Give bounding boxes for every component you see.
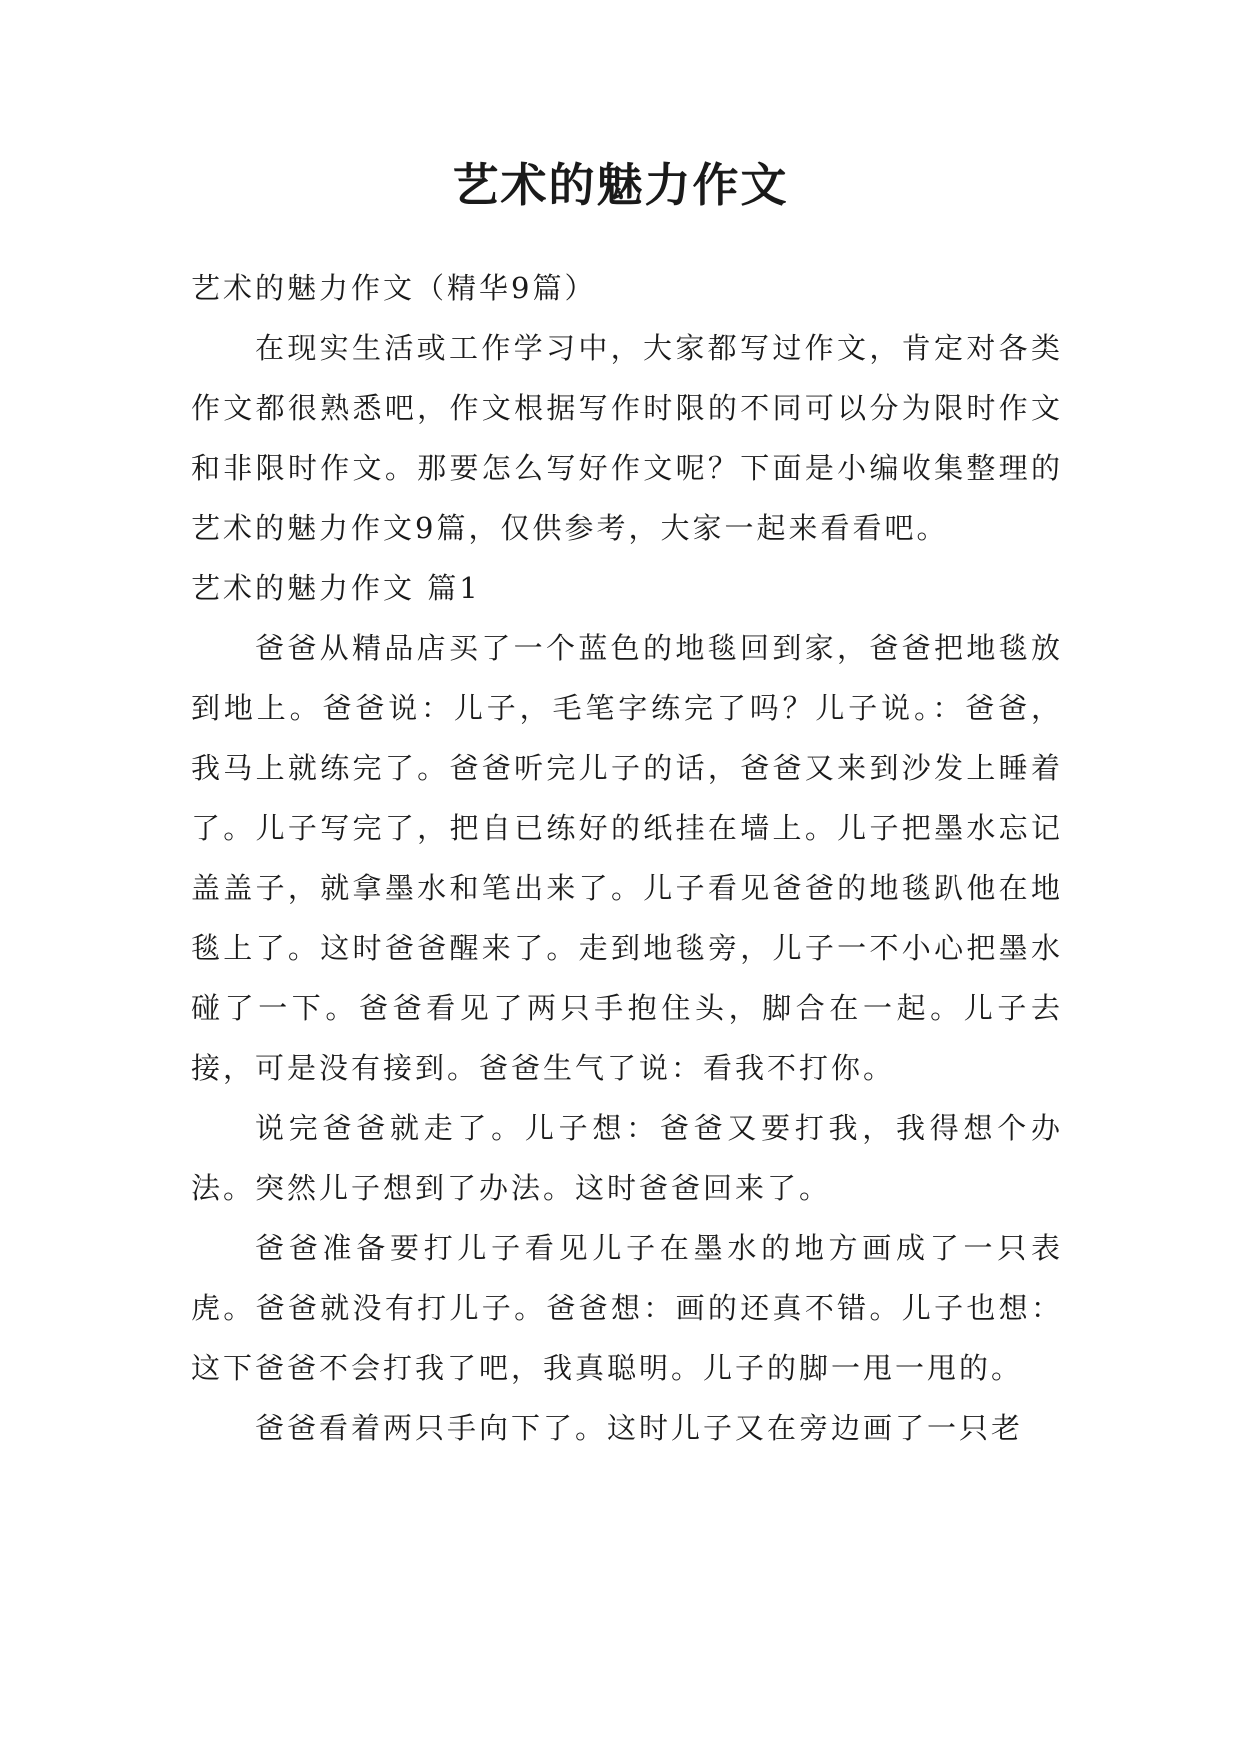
body-paragraph: 爸爸准备要打儿子看见儿子在墨水的地方画成了一只表虎。爸爸就没有打儿子。爸爸想：画的还真不错。儿子也想：这下爸爸不会打我了吧，我真聪明。儿子的脚一甩一甩的。 xyxy=(191,1231,1063,1385)
body-paragraph: 爸爸看着两只手向下了。这时儿子又在旁边画了一只老 xyxy=(255,1411,1024,1445)
body-paragraph: 说完爸爸就走了。儿子想：爸爸又要打我，我得想个办法。突然儿子想到了办法。这时爸爸回来了。 xyxy=(191,1111,1063,1205)
section-heading: 艺术的魅力作文 篇1 xyxy=(191,571,481,605)
document-subtitle: 艺术的魅力作文（精华9篇） xyxy=(191,271,597,305)
body-paragraph: 爸爸从精品店买了一个蓝色的地毯回到家，爸爸把地毯放到地上。爸爸说：儿子，毛笔字练完了吗？儿子说。：爸爸，我马上就练完了。爸爸听完儿子的话，爸爸又来到沙发上睡着了。儿子写完了，把自已练好的纸挂在墙上。儿子把墨水忘记盖盖子，就拿墨水和笔出来了。儿子看见爸爸的地毯趴他在地毯上了。这时爸爸醒来了。走到地毯旁，儿子一不小心把墨水碰了一下。爸爸看见了两只手抱住头，脚合在一起。儿子去接，可是没有接到。爸爸生气了说：看我不打你。 xyxy=(191,631,1063,1085)
document-body xyxy=(191,258,1063,1458)
page-title: 艺术的魅力作文 xyxy=(452,158,789,212)
intro-paragraph: 在现实生活或工作学习中，大家都写过作文，肯定对各类作文都很熟悉吧，作文根据写作时限的不同可以分为限时作文和非限时作文。那要怎么写好作文呢？下面是小编收集整理的艺术的魅力作文9篇，仅供参考，大家一起来看看吧。 xyxy=(191,331,1063,545)
